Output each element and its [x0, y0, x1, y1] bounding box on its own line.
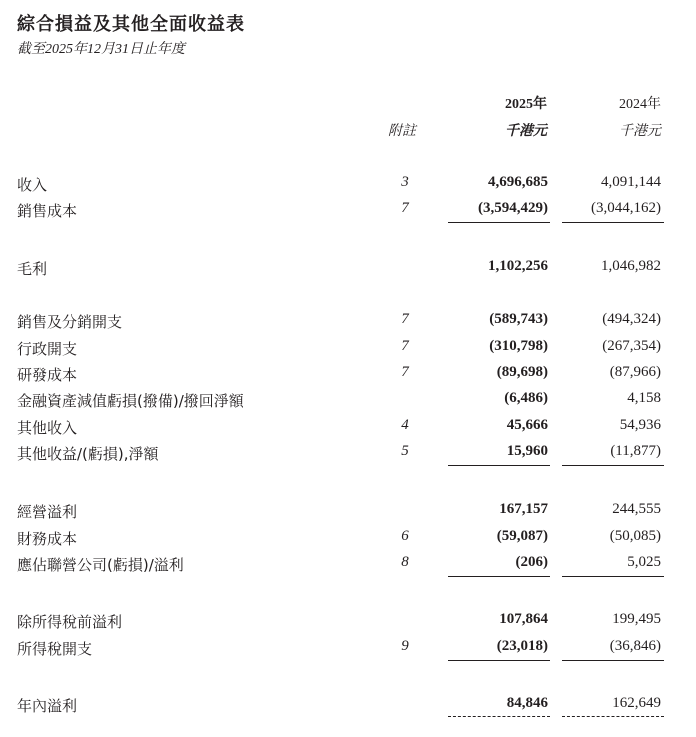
table-row: [0, 311, 696, 333]
row-label: 其他收入: [17, 419, 78, 437]
row-note: 6: [401, 528, 409, 544]
note-header: 附註: [388, 124, 416, 139]
row-current: 167,157: [499, 501, 548, 517]
subtotal-line-prior: [562, 660, 664, 661]
current-year-header: 2025年: [505, 97, 547, 112]
subtotal-line-prior: [562, 465, 664, 466]
row-prior: (50,085): [609, 528, 661, 544]
row-current: (206): [515, 554, 548, 570]
row-prior: 1,046,982: [601, 258, 661, 274]
row-note: 7: [401, 311, 409, 327]
row-label: 毛利: [17, 260, 48, 278]
table-row: [0, 638, 696, 660]
row-note: 7: [401, 200, 409, 216]
table-row: [0, 528, 696, 550]
row-current: (89,698): [496, 364, 548, 380]
row-note: 8: [401, 554, 409, 570]
table-row: [0, 258, 696, 280]
total-line-current: [448, 716, 550, 717]
row-current: 107,864: [499, 611, 548, 627]
table-row: [0, 554, 696, 576]
row-note: 7: [401, 338, 409, 354]
row-label: 銷售成本: [17, 202, 78, 220]
subtotal-line-current: [448, 576, 550, 577]
row-current: (589,743): [489, 311, 548, 327]
row-label: 除所得稅前溢利: [17, 613, 123, 631]
row-prior: 4,091,144: [601, 174, 661, 190]
row-label: 所得稅開支: [17, 640, 93, 658]
row-label: 行政開支: [17, 340, 78, 358]
row-current: 84,846: [506, 695, 548, 711]
table-row: [0, 695, 696, 717]
row-current: (3,594,429): [478, 200, 548, 216]
row-current: 4,696,685: [488, 174, 548, 190]
row-prior: (267,354): [602, 338, 661, 354]
row-prior: (3,044,162): [591, 200, 661, 216]
prior-year-header: 2024年: [619, 97, 661, 112]
row-current: 1,102,256: [488, 258, 548, 274]
row-prior: 162,649: [612, 695, 661, 711]
row-label: 金融資產減值虧損(撥備)/撥回淨額: [17, 392, 244, 410]
table-row: [0, 501, 696, 523]
row-prior: (36,846): [609, 638, 661, 654]
row-note: 9: [401, 638, 409, 654]
subtotal-line-current: [448, 222, 550, 223]
total-line-prior: [562, 716, 664, 717]
table-row: [0, 200, 696, 222]
row-label: 其他收益/(虧損),淨額: [17, 445, 159, 463]
row-note: 5: [401, 443, 409, 459]
row-label: 應佔聯營公司(虧損)/溢利: [17, 556, 184, 574]
row-prior: (494,324): [602, 311, 661, 327]
statement-subtitle: 截至2025年12月31日止年度: [17, 42, 185, 57]
row-label: 年內溢利: [17, 697, 78, 715]
row-prior: 4,158: [627, 390, 661, 406]
row-current: (23,018): [496, 638, 548, 654]
row-prior: 54,936: [619, 417, 661, 433]
row-note: 3: [401, 174, 409, 190]
row-label: 銷售及分銷開支: [17, 313, 123, 331]
row-prior: 244,555: [612, 501, 661, 517]
table-row: [0, 443, 696, 465]
row-label: 經營溢利: [17, 503, 78, 521]
row-current: (310,798): [489, 338, 548, 354]
row-prior: (11,877): [610, 443, 661, 459]
row-note: 7: [401, 364, 409, 380]
row-label: 財務成本: [17, 530, 78, 548]
table-row: [0, 364, 696, 386]
table-row: [0, 417, 696, 439]
statement-title: 綜合損益及其他全面收益表: [17, 14, 245, 35]
subtotal-line-current: [448, 465, 550, 466]
current-unit-header: 千港元: [505, 124, 547, 139]
subtotal-line-current: [448, 660, 550, 661]
row-prior: (87,966): [609, 364, 661, 380]
row-prior: 5,025: [627, 554, 661, 570]
row-current: (59,087): [496, 528, 548, 544]
table-row: [0, 390, 696, 412]
row-note: 4: [401, 417, 409, 433]
row-current: 15,960: [506, 443, 548, 459]
table-row: [0, 174, 696, 196]
table-row: [0, 338, 696, 360]
table-row: [0, 611, 696, 633]
prior-unit-header: 千港元: [619, 124, 661, 139]
row-prior: 199,495: [612, 611, 661, 627]
row-label: 收入: [17, 176, 48, 194]
subtotal-line-prior: [562, 576, 664, 577]
subtotal-line-prior: [562, 222, 664, 223]
row-current: 45,666: [506, 417, 548, 433]
row-label: 研發成本: [17, 366, 78, 384]
row-current: (6,486): [504, 390, 548, 406]
